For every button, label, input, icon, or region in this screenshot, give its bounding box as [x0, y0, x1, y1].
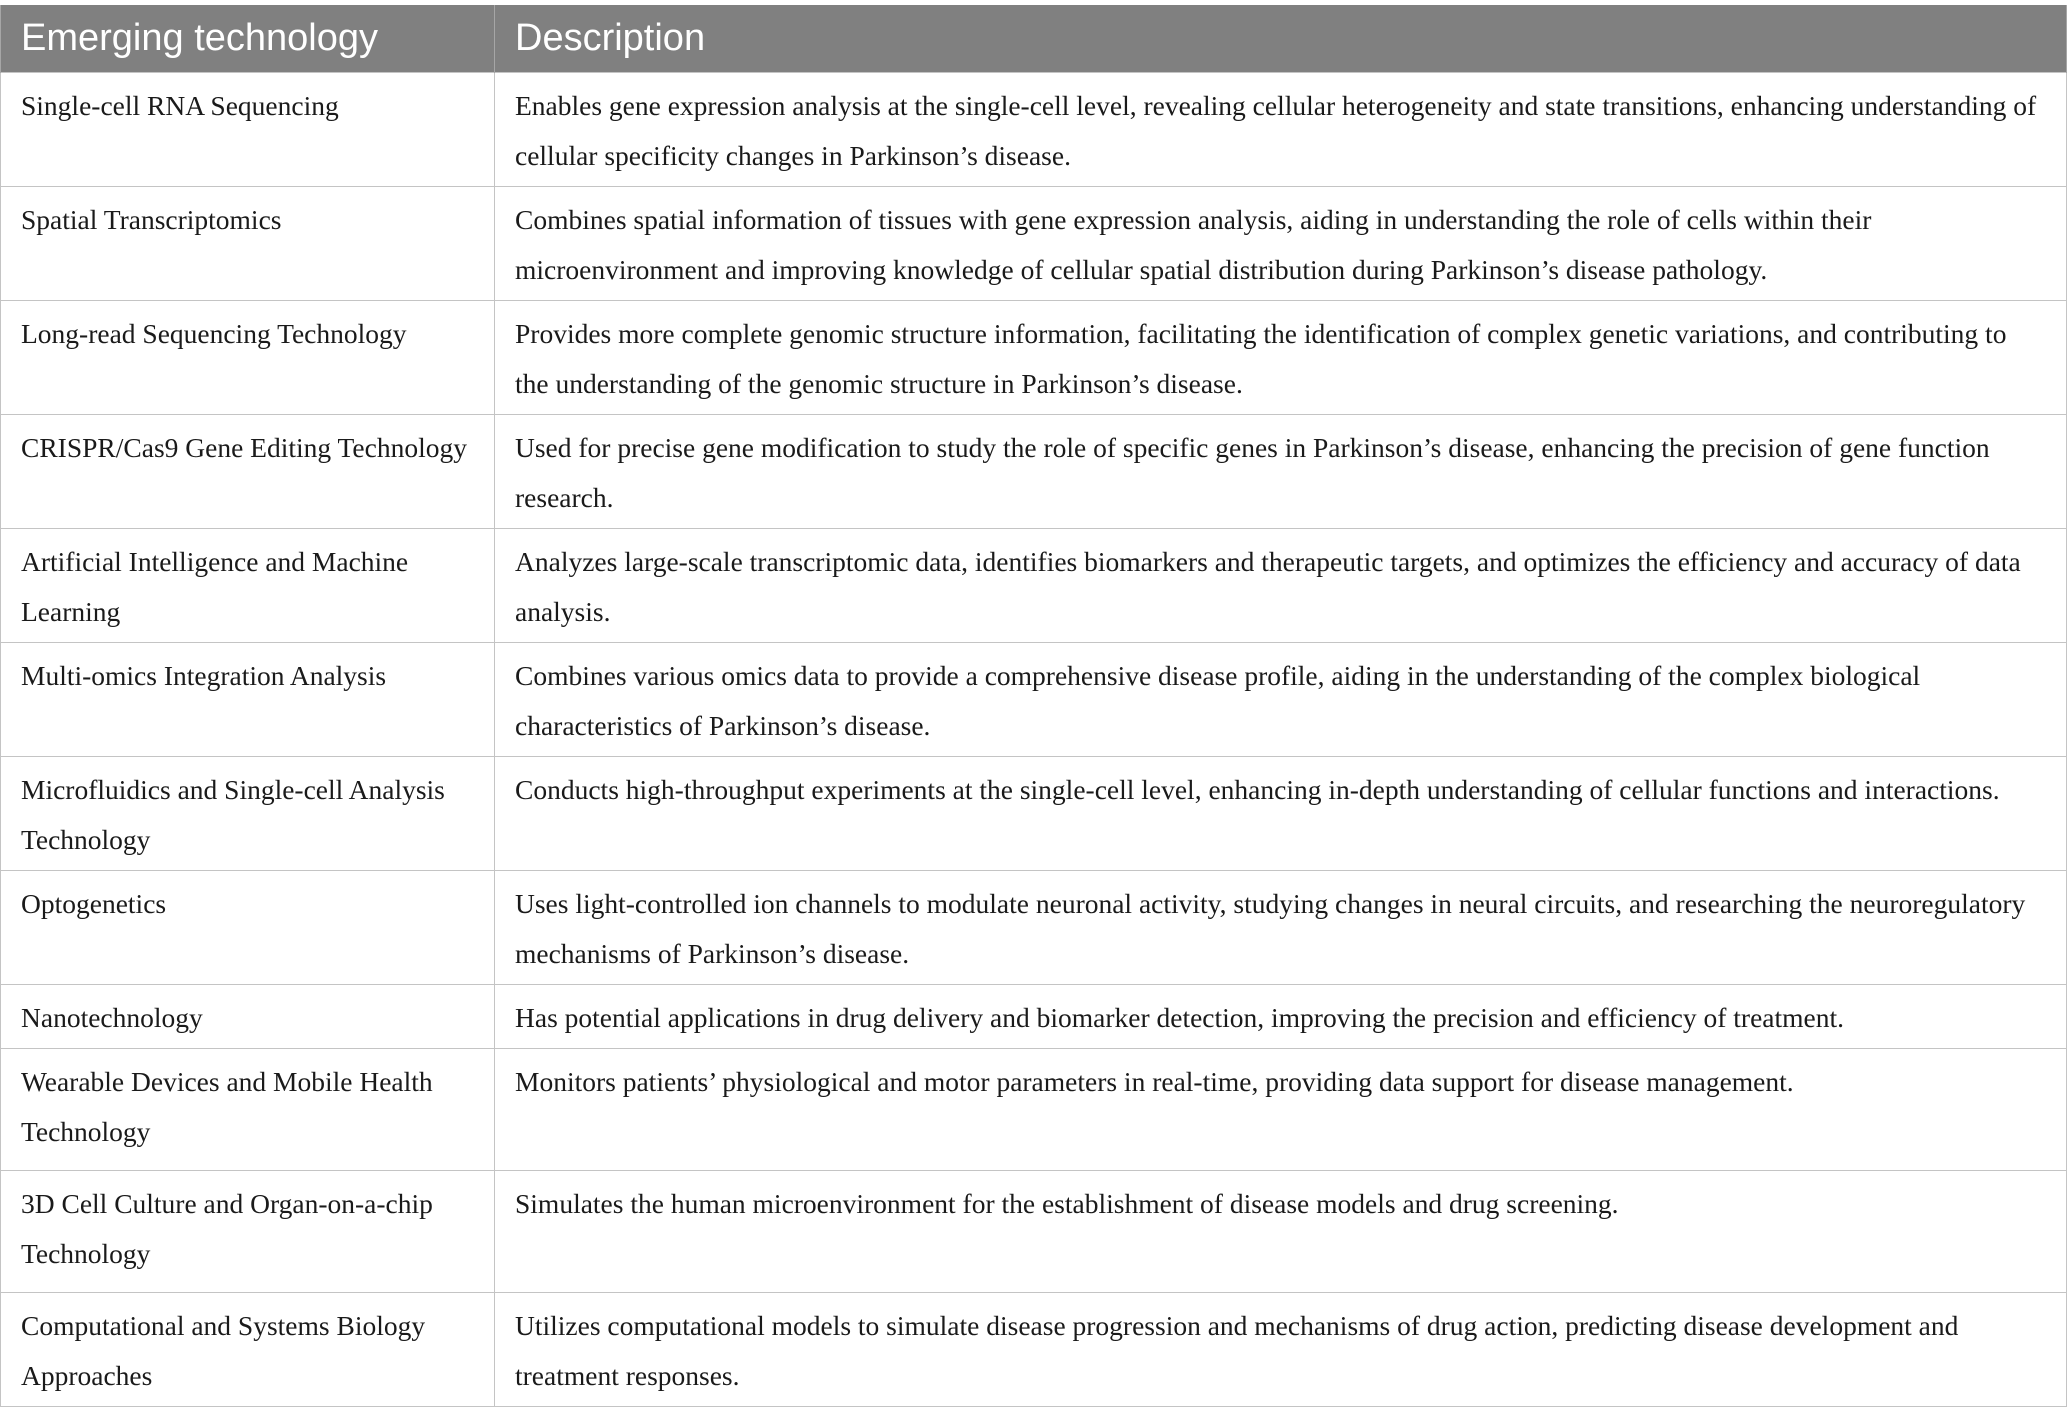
header-emerging-technology: Emerging technology: [1, 5, 495, 73]
table-row: [1, 643, 2067, 757]
table-row: [1, 529, 2067, 643]
description-cell: Combines various omics data to provide a comprehensive disease profile, aiding in the understanding of the complex biological characteristics of Parkinson’s disease.: [495, 643, 2067, 757]
description-cell: Analyzes large-scale transcriptomic data, identifies biomarkers and therapeutic targets, and optimizes the efficiency and accuracy of data analysis.: [495, 529, 2067, 643]
description-cell: Provides more complete genomic structure information, facilitating the identification of complex genetic variations, and contributing to the understanding of the genomic structure in Parkinson’s disease.: [495, 301, 2067, 415]
header-description: Description: [495, 5, 2067, 73]
technology-cell: Microfluidics and Single-cell Analysis Technology: [1, 757, 495, 871]
description-cell: Monitors patients’ physiological and motor parameters in real-time, providing data support for disease management.: [495, 1049, 2067, 1171]
table-row: [1, 301, 2067, 415]
table-header-row: [1, 5, 2067, 73]
table-row: [1, 871, 2067, 985]
description-cell: Has potential applications in drug delivery and biomarker detection, improving the precision and efficiency of treatment.: [495, 985, 2067, 1049]
technology-cell: 3D Cell Culture and Organ-on-a-chip Technology: [1, 1171, 495, 1293]
technology-cell: Spatial Transcriptomics: [1, 187, 495, 301]
description-cell: Conducts high-throughput experiments at the single-cell level, enhancing in-depth understanding of cellular functions and interactions.: [495, 757, 2067, 871]
description-cell: Uses light-controlled ion channels to modulate neuronal activity, studying changes in neural circuits, and researching the neuroregulatory mechanisms of Parkinson’s disease.: [495, 871, 2067, 985]
technology-cell: Single-cell RNA Sequencing: [1, 73, 495, 187]
emerging-technology-table: [0, 5, 2067, 1407]
technology-cell: Long-read Sequencing Technology: [1, 301, 495, 415]
description-cell: Utilizes computational models to simulate disease progression and mechanisms of drug action, predicting disease development and treatment responses.: [495, 1293, 2067, 1407]
technology-cell: Wearable Devices and Mobile Health Technology: [1, 1049, 495, 1171]
table-row: [1, 1171, 2067, 1293]
technology-cell: Artificial Intelligence and Machine Learning: [1, 529, 495, 643]
technology-table-container: [0, 5, 2066, 1407]
table-row: [1, 187, 2067, 301]
table-row: [1, 1049, 2067, 1171]
description-cell: Combines spatial information of tissues with gene expression analysis, aiding in understanding the role of cells within their microenvironment and improving knowledge of cellular spatial distribution during Parkinson’s disease pathology.: [495, 187, 2067, 301]
table-row: [1, 73, 2067, 187]
table-row: [1, 415, 2067, 529]
technology-cell: CRISPR/Cas9 Gene Editing Technology: [1, 415, 495, 529]
description-cell: Used for precise gene modification to study the role of specific genes in Parkinson’s disease, enhancing the precision of gene function research.: [495, 415, 2067, 529]
table-row: [1, 757, 2067, 871]
description-cell: Simulates the human microenvironment for the establishment of disease models and drug screening.: [495, 1171, 2067, 1293]
table-row: [1, 1293, 2067, 1407]
description-cell: Enables gene expression analysis at the single-cell level, revealing cellular heterogeneity and state transitions, enhancing understanding of cellular specificity changes in Parkinson’s disease.: [495, 73, 2067, 187]
technology-cell: Optogenetics: [1, 871, 495, 985]
technology-cell: Nanotechnology: [1, 985, 495, 1049]
technology-cell: Multi-omics Integration Analysis: [1, 643, 495, 757]
technology-cell: Computational and Systems Biology Approaches: [1, 1293, 495, 1407]
table-row: [1, 985, 2067, 1049]
